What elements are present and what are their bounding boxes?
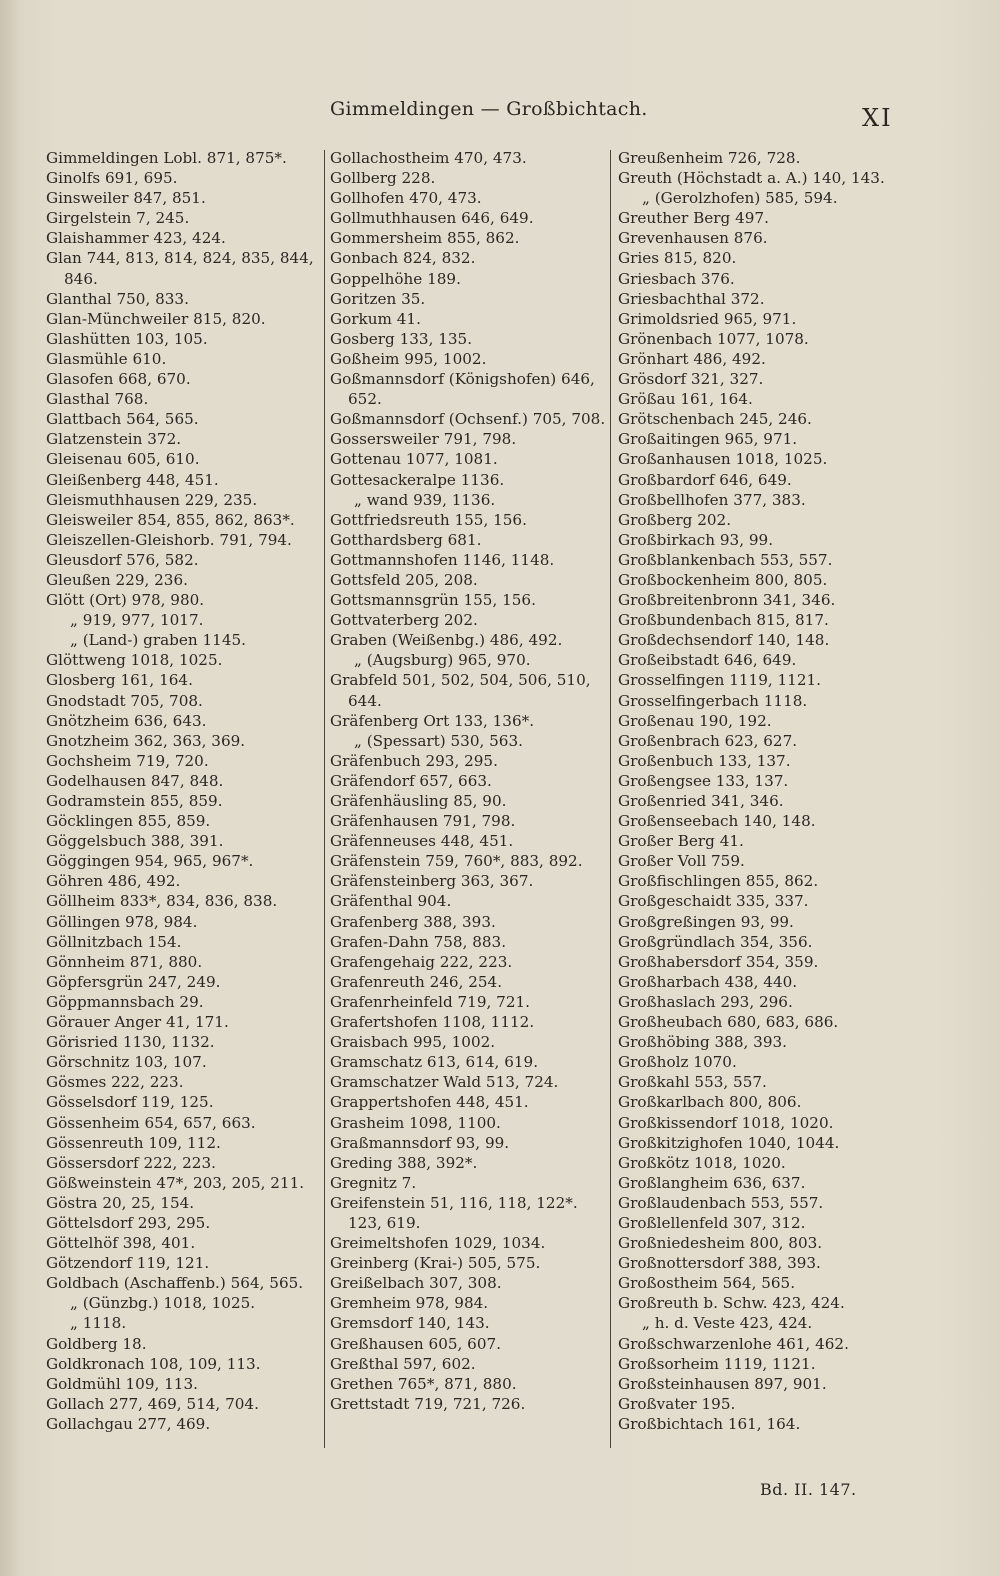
column-divider (324, 150, 325, 1448)
index-entry: Großkissendorf 1018, 1020. (618, 1113, 834, 1132)
index-entry: Glattbach 564, 565. (46, 410, 199, 429)
index-entry: Gleisweiler 854, 855, 862, 863*. (46, 510, 295, 529)
index-entry: Großanhausen 1018, 1025. (618, 450, 828, 469)
index-entry: Großenseebach 140, 148. (618, 812, 816, 831)
index-entry: Gottsfeld 205, 208. (330, 570, 478, 589)
index-entry: Großreuth b. Schw. 423, 424. (618, 1294, 845, 1313)
page-header-title: Gimmeldingen — Großbichtach. (330, 98, 648, 120)
index-entry: Großlellenfeld 307, 312. (618, 1213, 806, 1232)
index-entry: Grafen-Dahn 758, 883. (330, 932, 507, 951)
index-entry: Gollmuthhausen 646, 649. (330, 209, 534, 228)
index-entry: Großschwarzenlohe 461, 462. (618, 1334, 849, 1353)
index-entry: Glatzenstein 372. (46, 430, 182, 449)
index-entry: Großsteinhausen 897, 901. (618, 1374, 827, 1393)
index-entry: Göllnitzbach 154. (46, 932, 182, 951)
index-entry: Goßmannsdorf (Königshofen) 646, 652. (330, 370, 595, 409)
index-entry: Großeibstadt 646, 649. (618, 651, 797, 670)
index-entry: Glaishammer 423, 424. (46, 229, 226, 248)
index-entry: Gnodstadt 705, 708. (46, 691, 203, 710)
index-entry: Gößweinstein 47*, 203, 205, 211. (46, 1173, 305, 1192)
index-entry: Godelhausen 847, 848. (46, 771, 224, 790)
index-entry: Großniedesheim 800, 803. (618, 1234, 823, 1253)
index-entry: Gramschatzer Wald 513, 724. (330, 1073, 559, 1092)
index-entry: Gräfenneuses 448, 451. (330, 832, 514, 851)
index-entry: Grafengehaig 222, 223. (330, 952, 513, 971)
index-entry: Glöttweng 1018, 1025. (46, 651, 223, 670)
index-entry: Großgründlach 354, 356. (618, 932, 813, 951)
index-entry: Gräfenstein 759, 760*, 883, 892. (330, 852, 583, 871)
index-entry: Goldbach (Aschaffenb.) 564, 565. (46, 1274, 304, 1293)
index-entry: Großsorheim 1119, 1121. (618, 1354, 816, 1373)
index-entry: Gremsdorf 140, 143. (330, 1314, 490, 1333)
index-entry: Großhaslach 293, 296. (618, 992, 793, 1011)
index-entry: Großbellhofen 377, 383. (618, 490, 806, 509)
index-entry: Großlangheim 636, 637. (618, 1173, 806, 1192)
index-entry: Größau 161, 164. (618, 390, 753, 409)
index-entry: Grappertshofen 448, 451. (330, 1093, 529, 1112)
index-entry: Großhöbing 388, 393. (618, 1033, 787, 1052)
index-entry: Gottesackeralpe 1136. (330, 470, 505, 489)
index-entry: Göpfersgrün 247, 249. (46, 972, 221, 991)
index-entry: Greißelbach 307, 308. (330, 1274, 502, 1293)
index-entry: „ 919, 977, 1017. (70, 611, 204, 630)
index-entry: Großer Voll 759. (618, 852, 745, 871)
index-entry: Gönnheim 871, 880. (46, 952, 203, 971)
index-entry: Großenried 341, 346. (618, 792, 784, 810)
index-entry: Gräfenbuch 293, 295. (330, 751, 498, 770)
index-entry: Gösmes 222, 223. (46, 1073, 184, 1092)
index-entry: Grafenreuth 246, 254. (330, 972, 503, 991)
index-entry: Greuther Berg 497. (618, 209, 769, 228)
index-entry: Gräfenthal 904. (330, 892, 452, 911)
index-entry: Gonbach 824, 832. (330, 249, 476, 268)
index-entry: Gräfendorf 657, 663. (330, 771, 492, 790)
index-entry: Gleußen 229, 236. (46, 570, 188, 589)
index-entry: Gräfenhausen 791, 798. (330, 812, 516, 831)
index-entry: Großer Berg 41. (618, 832, 744, 851)
index-entry: Großbockenheim 800, 805. (618, 570, 828, 589)
index-entry: Großblankenbach 553, 557. (618, 550, 833, 569)
index-entry: Goldberg 18. (46, 1334, 147, 1353)
index-entry: Gösselsdorf 119, 125. (46, 1093, 214, 1112)
index-entry: Goldkronach 108, 109, 113. (46, 1354, 261, 1373)
index-entry: Göllingen 978, 984. (46, 912, 198, 931)
index-entry: „ wand 939, 1136. (354, 490, 496, 509)
index-entry: Glashütten 103, 105. (46, 329, 208, 348)
index-entry: Greimeltshofen 1029, 1034. (330, 1234, 546, 1253)
index-entry: Grosselfingerbach 1118. (618, 691, 808, 710)
index-entry: Göcklingen 855, 859. (46, 812, 211, 831)
index-entry: Gleißenberg 448, 451. (46, 470, 219, 489)
index-entry: Gotthardsberg 681. (330, 530, 482, 549)
index-entry: Großbreitenbronn 341, 346. (618, 591, 836, 610)
index-entry: Goßmannsdorf (Ochsenf.) 705, 708. (330, 410, 606, 429)
index-entry: Gräfenhäusling 85, 90. (330, 792, 507, 810)
index-entry: Grethen 765*, 871, 880. (330, 1374, 517, 1393)
index-entry: Görisried 1130, 1132. (46, 1033, 215, 1052)
index-entry: Großenau 190, 192. (618, 711, 772, 730)
index-entry: Gochsheim 719, 720. (46, 751, 209, 770)
index-entry: Grötschenbach 245, 246. (618, 410, 812, 429)
index-entry: Großbardorf 646, 649. (618, 470, 792, 489)
index-entry: Göstra 20, 25, 154. (46, 1193, 195, 1212)
index-entry: Glasmühle 610. (46, 349, 167, 368)
index-entry: Grabfeld 501, 502, 504, 506, 510, 644. (330, 671, 591, 710)
index-entry: Göllheim 833*, 834, 836, 838. (46, 892, 278, 911)
index-entry: Gramschatz 613, 614, 619. (330, 1053, 539, 1072)
index-entry: Girgelstein 7, 245. (46, 209, 190, 228)
index-entry: Glan 744, 813, 814, 824, 835, 844, 846. (46, 249, 314, 288)
index-entry: Gollberg 228. (330, 169, 436, 188)
index-entry: Gottmannshofen 1146, 1148. (330, 550, 555, 569)
index-entry: Großholz 1070. (618, 1053, 737, 1072)
index-entry: „ (Gerolzhofen) 585, 594. (642, 189, 838, 208)
index-entry: Glasthal 768. (46, 390, 149, 409)
index-entry: Großkarlbach 800, 806. (618, 1093, 802, 1112)
index-entry: Großharbach 438, 440. (618, 972, 798, 991)
index-entry: Gimmeldingen Lobl. 871, 875*. (46, 149, 287, 167)
index-entry: Gollach 277, 469, 514, 704. (46, 1394, 259, 1413)
index-entry: Grafenberg 388, 393. (330, 912, 496, 931)
index-column-2 (330, 148, 606, 1414)
index-entry: Großbirkach 93, 99. (618, 530, 774, 549)
index-entry: Großdechsendorf 140, 148. (618, 631, 830, 650)
index-entry: Gleismuthhausen 229, 235. (46, 490, 258, 509)
index-column-1 (46, 148, 322, 1434)
index-entry: Göttelhöf 398, 401. (46, 1234, 196, 1253)
index-entry: Goßheim 995, 1002. (330, 349, 487, 368)
index-entry: Grimoldsried 965, 971. (618, 309, 797, 328)
index-entry: Gössersdorf 222, 223. (46, 1153, 216, 1172)
index-entry: Gössenheim 654, 657, 663. (46, 1113, 256, 1132)
index-entry: Ginolfs 691, 695. (46, 169, 178, 188)
index-entry: Gleisenau 605, 610. (46, 450, 200, 469)
index-entry: Gnotzheim 362, 363, 369. (46, 731, 246, 750)
index-entry: Gregnitz 7. (330, 1173, 417, 1192)
index-entry: Grösdorf 321, 327. (618, 370, 764, 389)
index-entry: Gossersweiler 791, 798. (330, 430, 517, 449)
index-entry: Großheubach 680, 683, 686. (618, 1013, 839, 1032)
index-entry: Großnottersdorf 388, 393. (618, 1254, 821, 1273)
index-entry: Görschnitz 103, 107. (46, 1053, 207, 1072)
index-entry: Gries 815, 820. (618, 249, 737, 268)
index-entry: „ 1118. (70, 1314, 127, 1333)
index-entry: Goritzen 35. (330, 289, 426, 308)
index-entry: Großaitingen 965, 971. (618, 430, 798, 449)
index-entry: Greinberg (Krai-) 505, 575. (330, 1254, 541, 1273)
page-number: XI (862, 104, 893, 132)
index-entry: Glött (Ort) 978, 980. (46, 591, 205, 610)
index-entry: Godramstein 855, 859. (46, 792, 223, 810)
index-entry: Gleiszellen-Gleishorb. 791, 794. (46, 530, 292, 549)
index-entry: Göppmannsbach 29. (46, 992, 204, 1011)
index-entry: Greußenheim 726, 728. (618, 149, 801, 167)
index-entry: Großberg 202. (618, 510, 732, 529)
index-entry: Grevenhausen 876. (618, 229, 768, 248)
index-entry: Gremheim 978, 984. (330, 1294, 489, 1313)
index-entry: „ (Land-) graben 1145. (70, 631, 246, 650)
index-entry: Göhren 486, 492. (46, 872, 181, 891)
index-entry: Großgreßingen 93, 99. (618, 912, 794, 931)
index-entry: Großostheim 564, 565. (618, 1274, 796, 1293)
index-entry: Grönenbach 1077, 1078. (618, 329, 809, 348)
index-entry: „ (Augsburg) 965, 970. (354, 651, 531, 670)
index-entry: Görauer Anger 41, 171. (46, 1013, 229, 1032)
index-entry: Griesbach 376. (618, 269, 735, 288)
index-entry: Greßhausen 605, 607. (330, 1334, 501, 1353)
index-entry: Glanthal 750, 833. (46, 289, 189, 308)
index-entry: Gnötzheim 636, 643. (46, 711, 207, 730)
index-entry: Großbundenbach 815, 817. (618, 611, 829, 630)
index-entry: Gössenreuth 109, 112. (46, 1133, 221, 1152)
index-entry: Greding 388, 392*. (330, 1153, 478, 1172)
index-entry: Gorkum 41. (330, 309, 421, 328)
index-entry: „ (Spessart) 530, 563. (354, 731, 523, 750)
index-entry: Göggelsbuch 388, 391. (46, 832, 224, 851)
index-entry: Göttelsdorf 293, 295. (46, 1213, 211, 1232)
index-entry: Großlaudenbach 553, 557. (618, 1193, 824, 1212)
index-entry: Großgeschaidt 335, 337. (618, 892, 809, 911)
index-entry: Großenbuch 133, 137. (618, 751, 791, 770)
index-entry: Gottvaterberg 202. (330, 611, 478, 630)
index-entry: Ginsweiler 847, 851. (46, 189, 206, 208)
index-entry: „ (Günzbg.) 1018, 1025. (70, 1294, 256, 1313)
index-entry: Grasheim 1098, 1100. (330, 1113, 501, 1132)
index-entry: Gottfriedsreuth 155, 156. (330, 510, 527, 529)
index-entry: Gollachostheim 470, 473. (330, 149, 527, 167)
index-entry: Graben (Weißenbg.) 486, 492. (330, 631, 563, 650)
index-entry: Goldmühl 109, 113. (46, 1374, 198, 1393)
index-entry: Goppelhöhe 189. (330, 269, 461, 288)
index-entry: Grafenrheinfeld 719, 721. (330, 992, 530, 1011)
column-divider (610, 150, 611, 1448)
index-entry: Götzendorf 119, 121. (46, 1254, 210, 1273)
index-entry: Gleusdorf 576, 582. (46, 550, 199, 569)
page-footer: Bd. II. 147. (760, 1480, 857, 1499)
index-entry: Gräfenberg Ort 133, 136*. (330, 711, 535, 730)
index-entry: Göggingen 954, 965, 967*. (46, 852, 254, 871)
index-entry: Gollhofen 470, 473. (330, 189, 482, 208)
index-entry: Großkötz 1018, 1020. (618, 1153, 786, 1172)
index-entry: Graßmannsdorf 93, 99. (330, 1133, 510, 1152)
index-entry: Graisbach 995, 1002. (330, 1033, 496, 1052)
index-entry: Großbichtach 161, 164. (618, 1414, 801, 1433)
index-entry: Gosberg 133, 135. (330, 329, 473, 348)
index-entry: Großkahl 553, 557. (618, 1073, 767, 1092)
index-entry: Griesbachthal 372. (618, 289, 765, 308)
index-entry: Greuth (Höchstadt a. A.) 140, 143. (618, 169, 885, 188)
index-entry: Glasofen 668, 670. (46, 370, 191, 389)
index-entry: Gottsmannsgrün 155, 156. (330, 591, 536, 610)
index-entry: Greßthal 597, 602. (330, 1354, 476, 1373)
index-entry: Großkitzighofen 1040, 1044. (618, 1133, 840, 1152)
index-entry: Großhabersdorf 354, 359. (618, 952, 819, 971)
index-entry: Gollachgau 277, 469. (46, 1414, 211, 1433)
index-entry: Grafertshofen 1108, 1112. (330, 1013, 535, 1032)
index-entry: Gottenau 1077, 1081. (330, 450, 498, 469)
index-entry: Großenbrach 623, 627. (618, 731, 798, 750)
index-entry: „ h. d. Veste 423, 424. (642, 1314, 813, 1333)
index-entry: Großfischlingen 855, 862. (618, 872, 819, 891)
index-entry: Greifenstein 51, 116, 118, 122*. 123, 619. (330, 1193, 578, 1232)
index-entry: Grönhart 486, 492. (618, 349, 766, 368)
index-entry: Großengsee 133, 137. (618, 771, 789, 790)
index-entry: Großvater 195. (618, 1394, 736, 1413)
index-entry: Gräfensteinberg 363, 367. (330, 872, 534, 891)
index-entry: Glan-Münchweiler 815, 820. (46, 309, 266, 328)
index-entry: Gommersheim 855, 862. (330, 229, 520, 248)
index-entry: Grettstadt 719, 721, 726. (330, 1394, 526, 1413)
index-entry: Grosselfingen 1119, 1121. (618, 671, 821, 690)
index-column-3 (618, 148, 900, 1434)
index-entry: Glosberg 161, 164. (46, 671, 193, 690)
